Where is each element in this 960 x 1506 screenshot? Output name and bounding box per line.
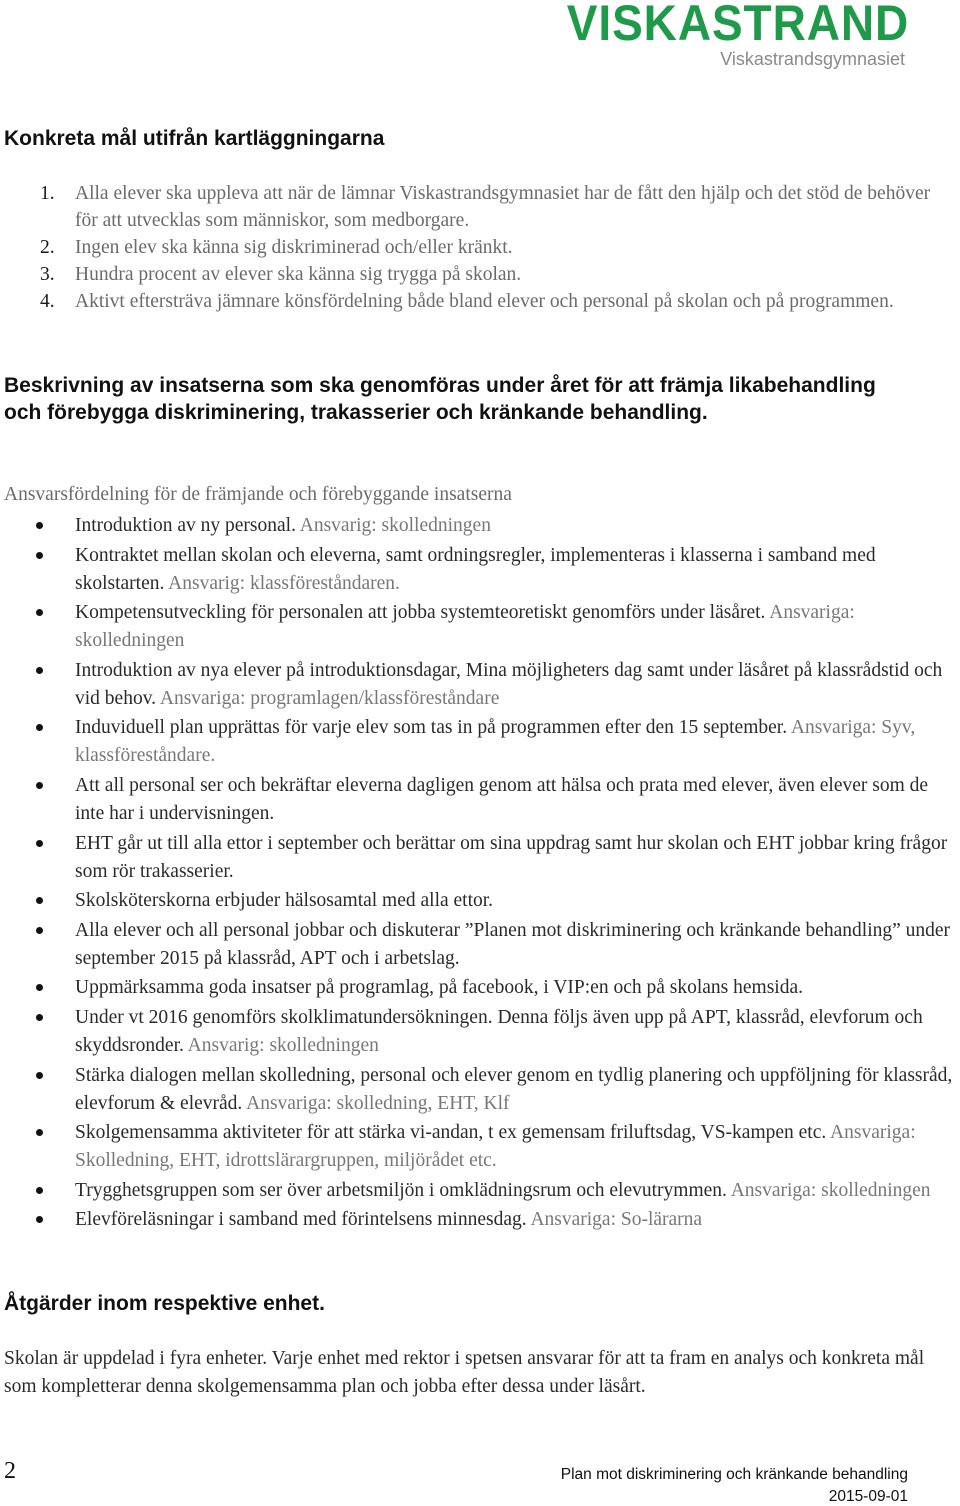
measure-text: Skolsköterskorna erbjuder hälsosamtal med alla ettor. [75,890,494,912]
bullet-icon [36,1216,43,1223]
measure-text: Skolgemensamma aktiviteter för att stärka vi-andan, t ex gemensam friluftsdag, VS-kampen etc. [75,1122,831,1144]
measures-list [0,512,960,1236]
footer-date: 2015-09-01 [828,1488,908,1505]
goal-item [0,261,940,288]
bullet-icon [36,984,43,991]
bullet-icon [36,1187,43,1194]
bullet-icon [36,552,43,559]
measure-responsible: Ansvariga: programlagen/klassföreståndare [159,687,500,709]
measure-item [0,599,960,655]
goal-number: 4. [40,291,55,312]
bullet-icon [36,667,43,674]
goal-item [0,288,940,315]
bullet-icon [36,897,43,904]
measure-responsible: Ansvariga: skolledningen [75,602,855,652]
measure-item [0,974,960,1002]
goal-text: Hundra procent av elever ska känna sig trygga på skolan. [75,264,522,285]
measure-item [0,830,960,886]
measure-item [0,512,960,540]
units-paragraph: Skolan är uppdelad i fyra enheter. Varje enhet med rektor i spetsen ansvarar för att ta fram en analys och konkreta mål som kompletterar denna skolgemensamma plan och jobba efter dessa under läsårt. [4,1348,925,1397]
measure-responsible: Ansvariga: Skolledning, EHT, idrottslärargruppen, miljörådet etc. [75,1122,916,1172]
goal-text: Ingen elev ska känna sig diskriminerad och/eller kränkt. [75,237,513,258]
measure-text: Introduktion av ny personal. [75,515,300,536]
measure-item [0,887,960,915]
measure-item [0,1062,960,1118]
measure-text: Elevföreläsningar i samband med förintelsens minnesdag. [75,1209,531,1231]
measure-item [0,542,960,598]
measure-item [0,1004,960,1060]
measure-item [0,657,960,713]
measure-item [0,1206,960,1234]
measure-responsible: Ansvarig: skolledningen [299,515,491,536]
measure-text: Under vt 2016 genomförs skolklimatundersökningen. Denna följs även upp på APT, klassråd, elevforum och skyddsronder. [75,1006,923,1056]
bullet-icon [36,724,43,731]
measure-responsible: Ansvariga: So-lärarna [530,1209,703,1231]
bullet-icon [36,1072,43,1079]
measure-text: Introduktion av nya elever på introduktionsdagar, Mina möjligheters dag samt under läsåret på klassrådstid och vid behov. [75,659,943,709]
goal-number: 3. [40,264,55,285]
responsibility-lead: Ansvarsfördelning för de främjande och förebyggande insatserna [4,484,512,505]
school-logo [535,0,915,75]
bullet-icon [36,782,43,789]
measure-item [0,1177,960,1205]
goal-item [0,234,940,261]
measure-text: Uppmärksamma goda insatser på programlag, på facebook, i VIP:en och på skolans hemsida. [75,977,803,999]
logo-subtitle: Viskastrandsgymnasiet [720,49,905,69]
bullet-icon [36,522,43,529]
section-heading-goals: Konkreta mål utifrån kartläggningarna [4,127,385,150]
goal-number: 2. [40,237,55,258]
measure-responsible: Ansvarig: skolledningen [187,1034,379,1056]
section-heading-measures: Beskrivning av insatserna som ska genomföras under året för att främja likabehandling och förebygga diskriminering, trakasserier och kränkande behandling. [4,374,876,424]
section-heading-units: Åtgärder inom respektive enhet. [4,1292,325,1315]
measure-responsible: Ansvarig: klassföreståndaren. [168,572,400,594]
goal-number: 1. [40,183,55,204]
measure-item [0,1119,960,1175]
measure-text: Kontraktet mellan skolan och eleverna, samt ordningsregler, implementeras i klasserna i samband med skolstarten. [75,544,876,594]
bullet-icon [36,1014,43,1021]
logo-wordmark: VISKASTRAND [566,0,909,51]
goal-item [0,180,940,234]
goals-list [0,180,940,315]
measure-text: Trygghetsgruppen som ser över arbetsmiljön i omklädningsrum och elevutrymmen. [75,1179,731,1201]
bullet-icon [36,1129,43,1136]
page-number: 2 [4,1458,16,1484]
bullet-icon [36,840,43,847]
goal-text: Alla elever ska uppleva att när de lämnar Viskastrandsgymnasiet har de fått den hjälp och det stöd de behöver för att utvecklas som människor, som medborgare. [75,183,931,231]
measure-responsible: Ansvariga: skolledning, EHT, Klf [246,1092,510,1114]
measure-item [0,917,960,973]
bullet-icon [36,927,43,934]
measure-text: Alla elever och all personal jobbar och diskuterar ”Planen mot diskriminering och kränkande behandling” under september 2015 på klassråd, APT och i arbetslag. [75,919,951,969]
measure-responsible: Ansvariga: skolledningen [730,1179,931,1201]
goal-text: Aktivt eftersträva jämnare könsfördelning både bland elever och personal på skolan och på programmen. [75,291,894,312]
measure-text: Kompetensutveckling för personalen att jobba systemteoretiskt genomförs under läsåret. [75,602,770,624]
measure-item [0,714,960,770]
measure-text: Induviduell plan upprättas för varje elev som tas in på programmen efter den 15 september. [75,717,791,739]
bullet-icon [36,609,43,616]
measure-item [0,772,960,828]
footer-document-title: Plan mot diskriminering och kränkande behandling [560,1466,908,1483]
measure-text: Stärka dialogen mellan skolledning, personal och elever genom en tydlig planering och uppföljning för klassråd, elevforum & elevråd. [75,1064,953,1114]
measure-text: EHT går ut till alla ettor i september och berättar om sina uppdrag samt hur skolan och EHT jobbar kring frågor som rör trakasserier. [75,832,948,882]
measure-text: Att all personal ser och bekräftar eleverna dagligen genom att hälsa och prata med elever, även elever som de inte har i undervisningen. [75,774,929,824]
measure-responsible: Ansvariga: Syv, klassföreståndare. [75,717,916,767]
